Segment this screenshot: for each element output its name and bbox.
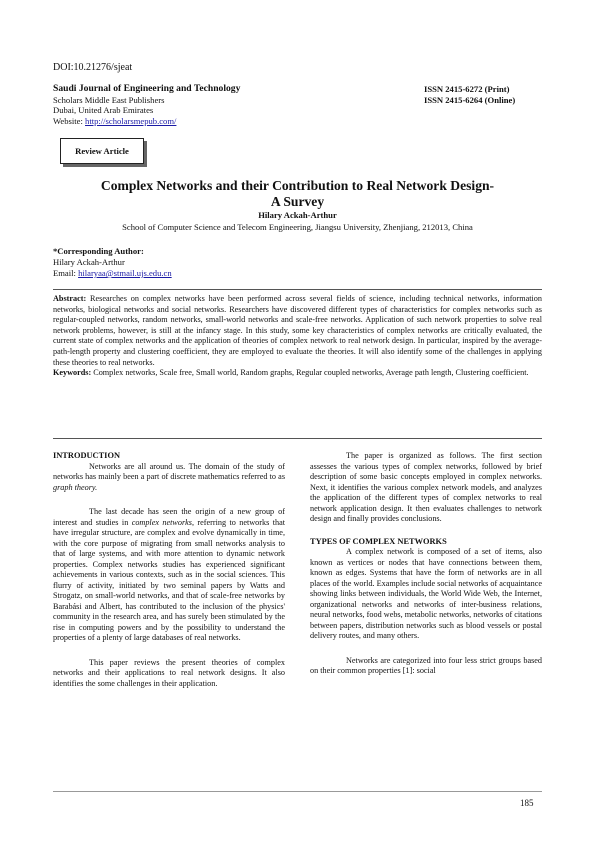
types-paragraph-2: Networks are categorized into four less strict groups based on their common properties [1]: social	[310, 655, 542, 675]
organization-paragraph: The paper is organized as follows. The first section assesses the various types of complex networks, followed by brief description of some basic concepts employed in complex networks. Next, it identifies the various complex network models, and analyzes the application of the different types of complex networks to real network application design. It then evaluates challenges to network design and finally provides conclusions.	[310, 451, 542, 523]
journal-header	[53, 84, 542, 127]
intro-p2-text-a: The last decade has seen the origin of a new group of interest and studies in	[53, 507, 285, 527]
article-type-badge: Review Article	[60, 138, 144, 164]
page-number: 185	[520, 798, 534, 808]
title-line-2: A Survey	[270, 194, 325, 209]
left-column	[53, 451, 285, 698]
publisher-location: Dubai, United Arab Emirates	[53, 105, 154, 116]
abstract-bottom-divider	[53, 438, 542, 439]
intro-p1-emphasis: graph theory.	[53, 482, 98, 492]
email-line	[53, 268, 172, 279]
right-column	[310, 451, 542, 686]
website-link[interactable]: http://scholarsmepub.com/	[85, 116, 177, 127]
website-label: Website:	[53, 116, 86, 127]
intro-paragraph-1	[53, 462, 285, 494]
corresponding-label: *Corresponding Author:	[53, 246, 144, 256]
issn-print: ISSN 2415-6272 (Print)	[424, 84, 510, 94]
types-heading: TYPES OF COMPLEX NETWORKS	[310, 536, 447, 546]
keywords-text: Complex networks, Scale free, Small world, Random graphs, Regular coupled networks, Average path length, Clustering coefficient.	[91, 368, 529, 378]
intro-p2-text-b: , referring to networks that have irregular structure, are complex and evolve dynamically in time, with the core purpose of migrating from small networks analysis to that of large systems, and with more attention to dynamic network properties. Complex networks studies has experienced significant achievements in various contexts, such as in the social sciences. This flurry of activity, initiated by two seminal papers by Watts and Strogatz, on small-world networks, and that of scale-free networks by Barabási and Albert, has contributed to the inclusion of the physics' community in the research area, and has surely been stimulated by the rise in computing powers and by the possibility to understand the properties of a plenty of large databases of real networks.	[53, 517, 285, 642]
title-line-1: Complex Networks and their Contribution to Real Network Design-	[100, 178, 495, 193]
author-affiliation: School of Computer Science and Telecom Engineering, Jiangsu University, Zhenjiang, 212013, China	[122, 222, 473, 232]
abstract-label: Abstract:	[53, 294, 87, 303]
intro-p1-text: Networks are all around us. The domain of the study of networks has mainly been a part of discrete mathematics referred to as	[53, 461, 285, 481]
keywords-paragraph	[53, 368, 542, 379]
doi-label: DOI:10.21276/sjeat	[53, 62, 133, 73]
journal-name: Saudi Journal of Engineering and Technology	[53, 83, 241, 94]
author-name: Hilary Ackah-Arthur	[258, 210, 337, 220]
email-link[interactable]: hilaryaa@stmail.ujs.edu.cn	[78, 268, 172, 278]
publisher-name: Scholars Middle East Publishers	[53, 94, 165, 105]
abstract-paragraph	[53, 294, 542, 368]
article-title	[60, 178, 535, 210]
website-line	[53, 116, 542, 127]
abstract-text: Researches on complex networks have been performed across several fields of science, including technical networks, information networks, biological networks and social networks. Researchers have discovered different types of characteristics for complex networks such as regular-coupled networks, random networks, small-world networks and scale-free networks. Application of such network properties to solve real network problems, however, is still at the infancy stage. In this study, some key characteristics of complex networks are critically evaluated, the current state of complex networks and the application of theories of complex network to real network design. In particular, inspired by the average-path-length property and clustering coefficient, they are employed to evaluate the theories. It will also identify some of the challenges in applying these theories to real networks.	[53, 294, 542, 367]
abstract-block	[53, 294, 542, 379]
intro-paragraph-2	[53, 507, 285, 644]
footer-divider	[53, 791, 542, 792]
issn-online: ISSN 2415-6264 (Online)	[424, 94, 516, 105]
intro-p2-emphasis: complex networks	[131, 517, 192, 527]
corresponding-author	[53, 246, 172, 279]
types-paragraph-1: A complex network is composed of a set of items, also known as vertices or nodes that have connections between them, known as edges. Systems that have the form of networks are in all places of the world. Examples include social networks of acquaintance showing links between individuals, the World Wide Web, the Internet, organizational networks and networks of inter-business relations, neural networks, food webs, metabolic networks, networks of citations between papers, distribution networks such as blood vessels or postal delivery routes, and many others.	[310, 547, 542, 640]
corresponding-name: Hilary Ackah-Arthur	[53, 257, 125, 267]
keywords-label: Keywords:	[53, 368, 92, 378]
introduction-heading: INTRODUCTION	[53, 451, 121, 460]
abstract-top-divider	[53, 289, 542, 290]
intro-paragraph-3: This paper reviews the present theories of complex networks and their applications to real network designs. It also identifies the some challenges in their application.	[53, 657, 285, 688]
email-label: Email:	[53, 268, 79, 278]
